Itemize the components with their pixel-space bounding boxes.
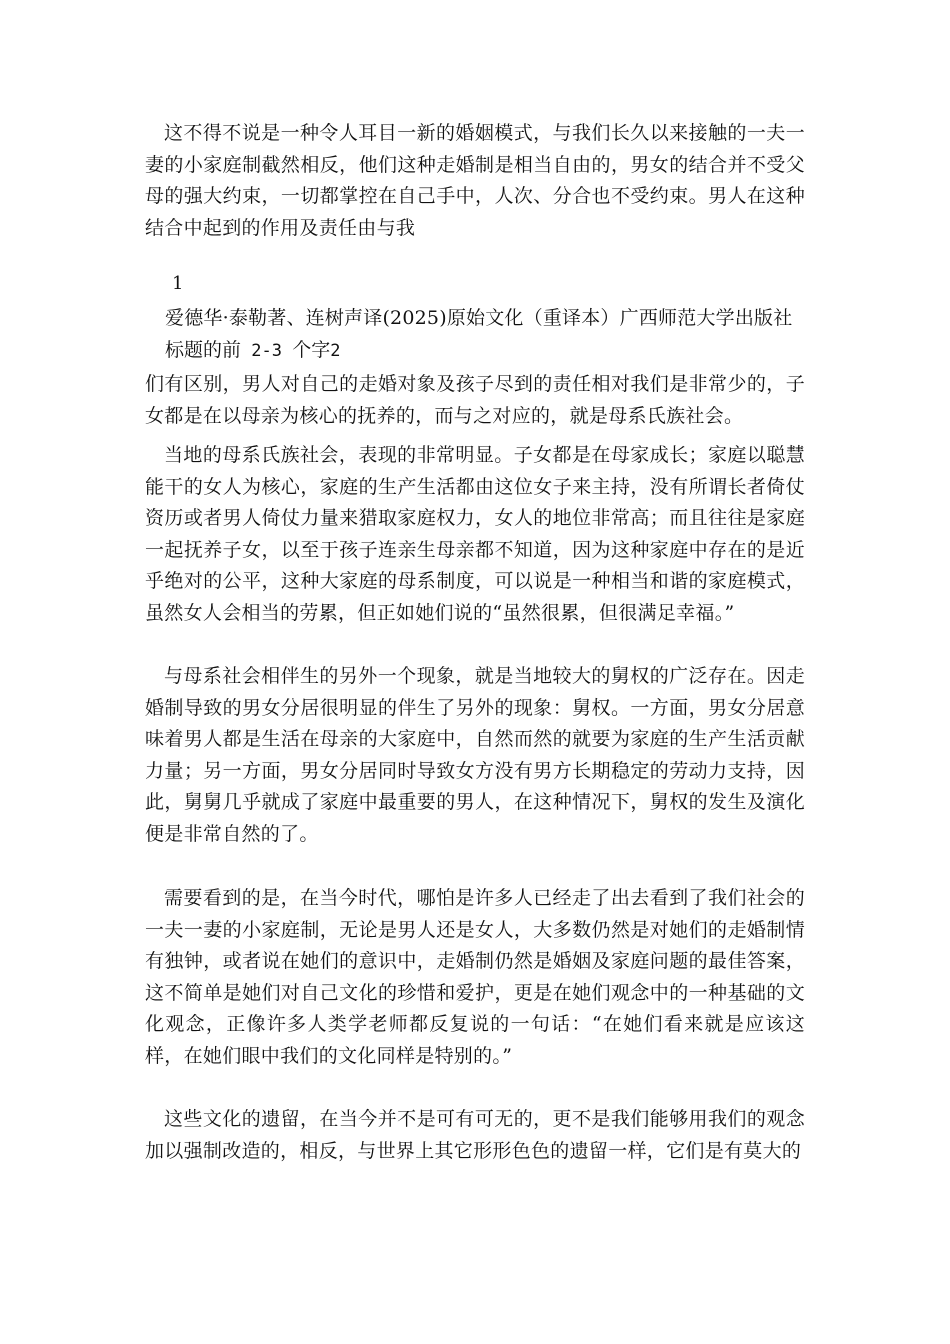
paragraph-3: 当地的母系氏族社会，表现的非常明显。子女都是在母家成长；家庭以聪慧能干的女人为核心，家庭的生产生活都由这位女子来主持，没有所谓长者倚仗资历或者男人倚仗力量来猎取家庭权力，女人的地位非常高；而且往往是家庭一起抚养子女，以至于孩子连亲生母亲都不知道，因为这种家庭中存在的是近乎绝对的公平，这种大家庭的母系制度，可以说是一种相当和谐的家庭模式，虽然女人会相当的劳累，但正如她们说的“虽然很累，但很满足幸福。”	[145, 444, 805, 624]
footnote-subnote-suffix: 个字	[292, 339, 331, 361]
paragraph-6: 这些文化的遗留，在当今并不是可有可无的，更不是我们能够用我们的观念加以强制改造的，相反，与世界上其它形形色色的遗留一样，它们是有莫大的	[145, 1108, 805, 1162]
paragraph-2: 们有区别，男人对自己的走婚对象及孩子尽到的责任相对我们是非常少的，子女都是在以母亲为核心的抚养的，而与之对应的，就是母系氏族社会。	[145, 373, 805, 427]
footnote-number: 1	[172, 273, 184, 294]
footnote-subnote-number: 2	[330, 341, 341, 361]
footnote-citation: 爱德华·泰勒著、连树声译(2025)原始文化（重译本）广西师范大学出版社	[165, 307, 793, 329]
paragraph-5: 需要看到的是，在当今时代，哪怕是许多人已经走了出去看到了我们社会的一夫一妻的小家庭制，无论是男人还是女人，大多数仍然是对她们的走婚制情有独钟，或者说在她们的意识中，走婚制仍然是婚姻及家庭问题的最佳答案，这不简单是她们对自己文化的珍惜和爱护，更是在她们观念中的一种基础的文化观念，正像许多人类学老师都反复说的一句话：“在她们看来就是应该这样，在她们眼中我们的文化同样是特别的。”	[145, 887, 805, 1067]
footnote-subnote-range: 2-3	[241, 341, 293, 361]
paragraph-4: 与母系社会相伴生的另外一个现象，就是当地较大的舅权的广泛存在。因走婚制导致的男女分居很明显的伴生了另外的现象：舅权。一方面，男女分居意味着男人都是生活在母亲的大家庭中，自然而然的就要为家庭的生产生活贡献力量；另一方面，男女分居同时导致女方没有男方长期稳定的劳动力支持，因此，舅舅几乎就成了家庭中最重要的男人，在这种情况下，舅权的发生及演化便是非常自然的了。	[145, 665, 805, 845]
footnote-subnote	[165, 335, 340, 368]
footnote-subnote-prefix: 标题的前	[165, 339, 242, 361]
paragraph-1: 这不得不说是一种令人耳目一新的婚姻模式，与我们长久以来接触的一夫一妻的小家庭制截然相反，他们这种走婚制是相当自由的，男女的结合并不受父母的强大约束，一切都掌控在自己手中，人次、分合也不受约束。男人在这种结合中起到的作用及责任由与我	[145, 122, 805, 239]
